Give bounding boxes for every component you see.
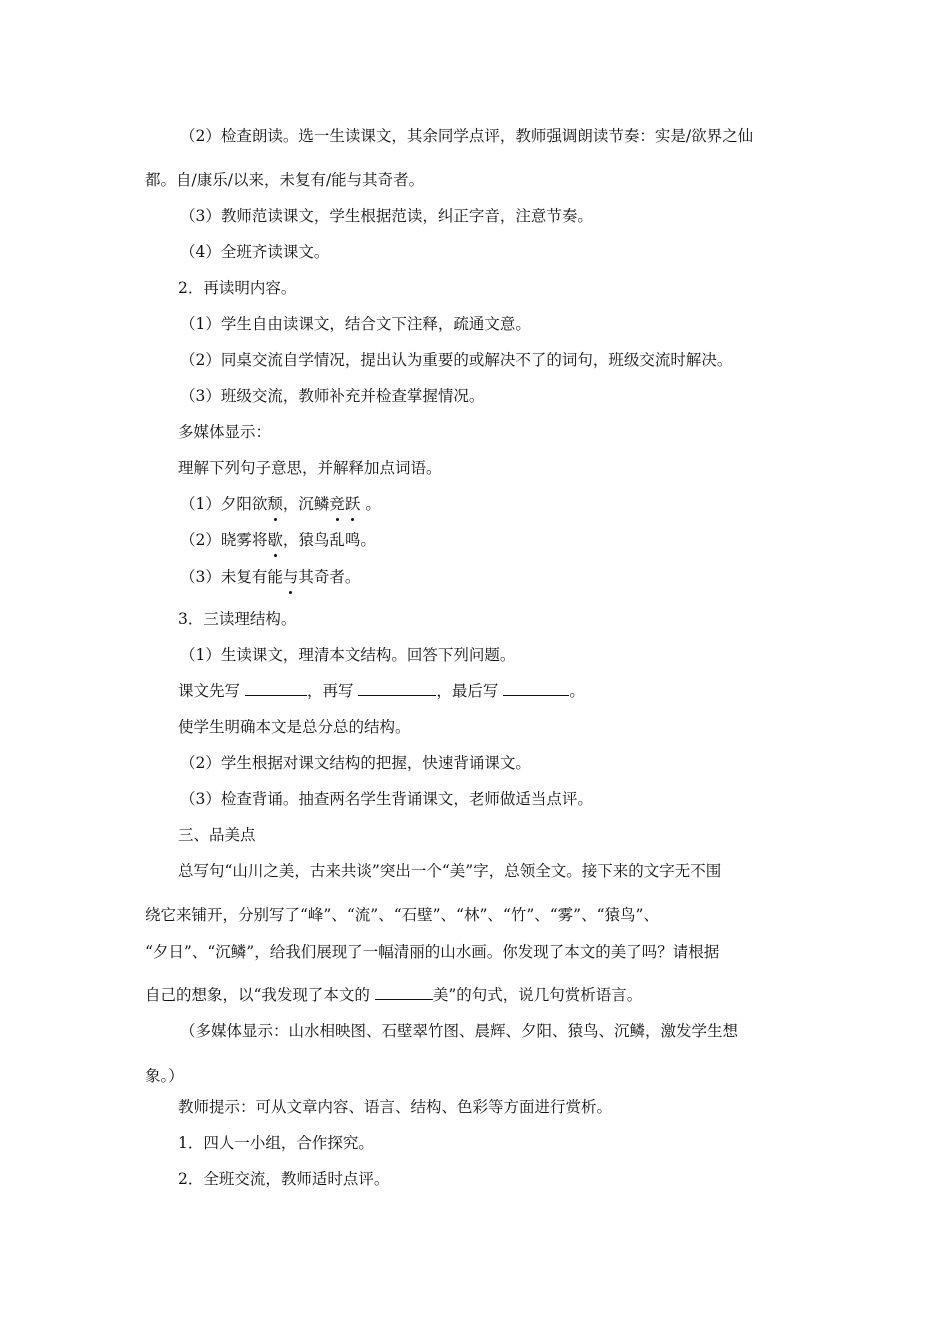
paragraph-line: （1）生读课文，理清本文结构。回答下列问题。 [180, 646, 516, 664]
answer-blank [375, 985, 433, 1000]
answer-blank [503, 681, 569, 696]
paragraph-line: 总写句“山川之美，古来共谈”突出一个“美”字，总领全文。接下来的文字无不围 [178, 862, 722, 880]
paragraph-line: 2．再读明内容。 [178, 279, 297, 297]
dotted-word: 跃 [344, 495, 361, 513]
paragraph-line: 理解下列句子意思，并解释加点词语。 [178, 459, 442, 477]
paragraph-line: （多媒体显示：山水相映图、石壁翠竹图、晨辉、夕阳、猿鸟、沉鳞，激发学生想 [180, 1022, 739, 1040]
paragraph-line: （3）教师范读课文，学生根据范读，纠正字音，注意节奏。 [180, 207, 593, 225]
fill-blank-line: 自己的想象，以“我发现了本文的 美”的句式，说几句赏析语言。 [145, 986, 643, 1004]
answer-blank [245, 681, 307, 696]
paragraph-line: 使学生明确本文是总分总的结构。 [178, 718, 411, 736]
dotted-word: 颓 [267, 495, 283, 513]
paragraph-line: （4）全班齐读课文。 [180, 243, 330, 261]
question-line: （1）夕阳欲颓，沉鳞竞跃 。 [180, 495, 381, 513]
paragraph-line: （2）学生根据对课文结构的把握，快速背诵课文。 [180, 754, 531, 772]
dotted-word: 竞 [329, 495, 345, 513]
question-line: （2）晓雾将歇，猿鸟乱鸣。 [180, 531, 376, 549]
section-heading: 三、品美点 [178, 826, 256, 844]
paragraph-line: （2）检查朗读。选一生读课文，其余同学点评，教师强调朗读节奏：实是/欲界之仙 [180, 127, 754, 145]
paragraph-line: 绕它来铺开，分别写了“峰”、“流”、“石壁”、“林”、“竹”、“雾”、“猿鸟”、 [145, 906, 659, 924]
paragraph-line: （1）学生自由读课文，结合文下注释，疏通文意。 [180, 315, 531, 333]
paragraph-line: （3）班级交流，教师补充并检查掌握情况。 [180, 387, 485, 405]
paragraph-line: 2．全班交流，教师适时点评。 [178, 1170, 390, 1188]
paragraph-line: 3．三读理结构。 [178, 610, 297, 628]
dotted-word: 与 [282, 568, 299, 586]
question-line: （3）未复有能与其奇者。 [180, 568, 361, 586]
fill-blank-line: 课文先写 ，再写 ，最后写 。 [178, 682, 585, 700]
paragraph-line: “夕日”、“沉鳞”，给我们展现了一幅清丽的山水画。你发现了本文的美了吗？请根据 [145, 943, 720, 961]
paragraph-line: （2）同桌交流自学情况，提出认为重要的或解决不了的词句，班级交流时解决。 [180, 351, 733, 369]
paragraph-line: 象。） [145, 1067, 184, 1085]
dotted-word: 歇 [267, 531, 283, 549]
answer-blank [358, 681, 436, 696]
paragraph-line: 教师提示：可从文章内容、语言、结构、色彩等方面进行赏析。 [178, 1098, 613, 1116]
paragraph-line: （3）检查背诵。抽查两名学生背诵课文，老师做适当点评。 [180, 790, 593, 808]
paragraph-line: 多媒体显示： [178, 423, 272, 441]
paragraph-line: 1．四人一小组，合作探究。 [178, 1134, 374, 1152]
paragraph-line: 都。自/康乐/以来，未复有/能与其奇者。 [145, 171, 425, 189]
